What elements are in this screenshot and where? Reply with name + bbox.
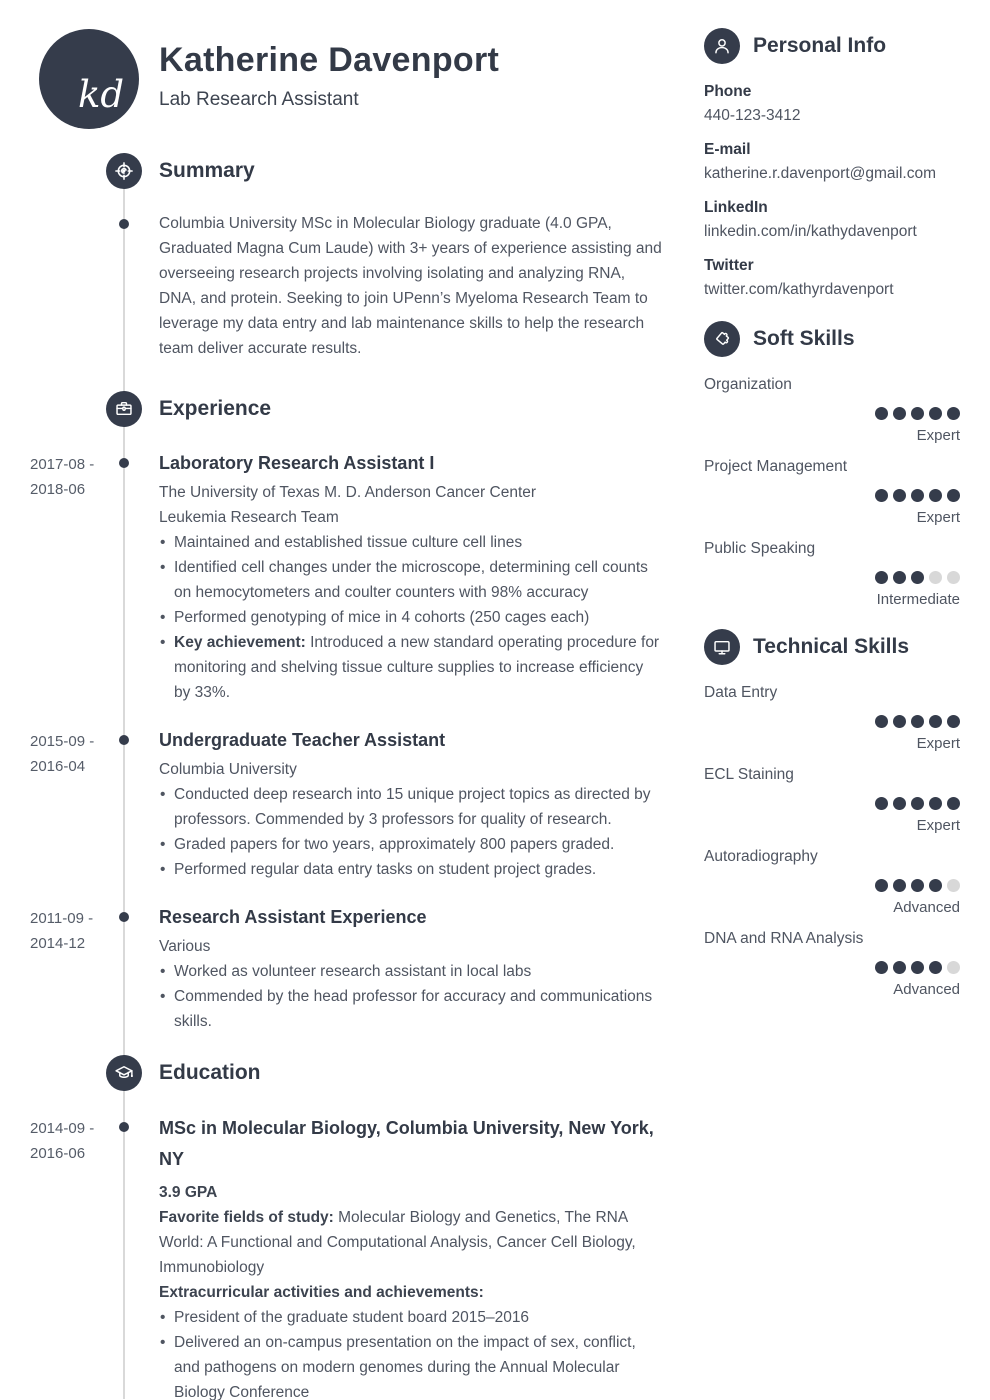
rating-dot-filled <box>875 961 888 974</box>
header-text <box>159 29 499 129</box>
job-team: Leukemia Research Team <box>159 509 339 526</box>
rating-dot-filled <box>893 407 906 420</box>
job-bullet: • Performed regular data entry tasks on student project grades. <box>159 857 663 882</box>
job-bullet-key-achievement: • Key achievement: Introduced a new standard operating procedure for monitoring and shelving tissue culture supplies to increase efficiency by 33%. <box>159 630 663 705</box>
sidebar <box>704 28 960 1011</box>
target-icon <box>106 153 142 189</box>
rating-dot-empty <box>947 961 960 974</box>
timeline-dot <box>119 458 129 468</box>
job-body <box>159 903 663 1034</box>
skill-level-label: Advanced <box>893 899 960 916</box>
job-bullets <box>159 530 663 705</box>
technical-skills-section <box>704 629 960 999</box>
rating-dot-filled <box>875 797 888 810</box>
job-bullet: • Conducted deep research into 15 unique project topics as directed by professors. Commended by 3 professors for quality of research. <box>159 782 663 832</box>
skill-rating-dots <box>704 489 960 502</box>
avatar <box>39 29 139 129</box>
education-header <box>106 1055 682 1091</box>
skill-item: Autoradiography Advanced <box>704 848 960 916</box>
job-entry <box>0 903 682 1034</box>
education-bullet: • President of the graduate student board 2015–2016 <box>159 1305 663 1330</box>
summary-section <box>0 153 682 361</box>
experience-header <box>106 391 682 427</box>
job-bullet: • Graded papers for two years, approximately 800 papers graded. <box>159 832 663 857</box>
education-title: Education <box>159 1061 261 1084</box>
soft-skills-header <box>704 321 960 357</box>
rating-dot-filled <box>893 715 906 728</box>
rating-dot-filled <box>947 797 960 810</box>
job-title: Undergraduate Teacher Assistant <box>159 730 446 750</box>
gpa-line: 3.9 GPA <box>159 1184 218 1201</box>
job-entry <box>0 726 682 882</box>
contact-item-phone: Phone 440-123-3412 <box>704 83 801 124</box>
rating-dot-filled <box>929 961 942 974</box>
rating-dot-filled <box>875 879 888 892</box>
skill-item: ECL Staining Expert <box>704 766 960 834</box>
timeline-dot <box>119 219 129 229</box>
job-dates: 2011-09 - 2014-12 <box>30 910 94 952</box>
education-body <box>159 1113 663 1400</box>
skill-rating-dots <box>704 879 960 892</box>
timeline <box>0 153 682 1400</box>
rating-dot-filled <box>947 715 960 728</box>
monitor-icon <box>704 629 740 665</box>
job-bullet: • Worked as volunteer research assistant in local labs <box>159 959 663 984</box>
education-entry <box>0 1113 682 1400</box>
rating-dot-filled <box>947 407 960 420</box>
extracurricular-heading: Extracurricular activities and achievements: <box>159 1284 484 1301</box>
job-title: Research Assistant Experience <box>159 907 427 927</box>
summary-header <box>106 153 682 189</box>
rating-dot-filled <box>911 797 924 810</box>
summary-text: Columbia University MSc in Molecular Biology graduate (4.0 GPA, Graduated Magna Cum Laude) with 3+ years of experience assisting and overseeing research projects involving isolating and analyzing RNA, DNA, and protein. Seeking to join UPenn’s Myeloma Research Team to leverage my data entry and lab maintenance skills to help the research team deliver accurate results. <box>159 215 662 357</box>
rating-dot-empty <box>929 571 942 584</box>
rating-dot-filled <box>893 489 906 502</box>
skill-item: Public Speaking Intermediate <box>704 540 960 608</box>
rating-dot-filled <box>947 489 960 502</box>
rating-dot-filled <box>911 489 924 502</box>
summary-entry <box>0 211 682 361</box>
skill-level-label: Expert <box>916 817 960 834</box>
skill-item: Project Management Expert <box>704 458 960 526</box>
rating-dot-filled <box>875 489 888 502</box>
job-bullet: • Maintained and established tissue culture cell lines <box>159 530 663 555</box>
rating-dot-empty <box>947 571 960 584</box>
skill-item: Data Entry Expert <box>704 684 960 752</box>
soft-skills-section <box>704 321 960 609</box>
rating-dot-filled <box>875 715 888 728</box>
rating-dot-filled <box>911 571 924 584</box>
degree-title: MSc in Molecular Biology, Columbia University, New York, NY <box>159 1118 654 1169</box>
graduation-cap-icon <box>106 1055 142 1091</box>
rating-dot-filled <box>929 715 942 728</box>
rating-dot-filled <box>929 797 942 810</box>
rating-dot-filled <box>929 407 942 420</box>
job-entry <box>0 449 682 705</box>
resume-header <box>0 0 682 129</box>
rating-dot-filled <box>929 489 942 502</box>
skill-rating-dots <box>704 797 960 810</box>
summary-title: Summary <box>159 159 255 182</box>
rating-dot-empty <box>947 879 960 892</box>
job-dates: 2015-09 - 2016-04 <box>30 733 95 775</box>
skill-item: Organization Expert <box>704 376 960 444</box>
personal-info-header <box>704 28 960 64</box>
rating-dot-filled <box>893 571 906 584</box>
job-bullet: • Performed genotyping of mice in 4 cohorts (250 cages each) <box>159 605 663 630</box>
job-body <box>159 726 663 882</box>
briefcase-icon <box>106 391 142 427</box>
education-bullets <box>159 1305 663 1400</box>
soft-skills-title: Soft Skills <box>753 327 855 350</box>
skill-rating-dots <box>704 571 960 584</box>
rating-dot-filled <box>893 961 906 974</box>
experience-section <box>0 391 682 1034</box>
personal-info-title: Personal Info <box>753 34 887 57</box>
education-section <box>0 1055 682 1400</box>
skill-rating-dots <box>704 715 960 728</box>
rating-dot-filled <box>875 407 888 420</box>
rating-dot-filled <box>911 715 924 728</box>
person-icon <box>704 28 740 64</box>
contact-item-email: E-mail katherine.r.davenport@gmail.com <box>704 141 936 182</box>
job-company: Columbia University <box>159 761 297 778</box>
skill-rating-dots <box>704 961 960 974</box>
person-name: Katherine Davenport <box>159 41 500 79</box>
skill-rating-dots <box>704 407 960 420</box>
rating-dot-filled <box>911 407 924 420</box>
job-company: The University of Texas M. D. Anderson Cancer Center <box>159 484 537 501</box>
job-company: Various <box>159 938 211 955</box>
skill-item: DNA and RNA Analysis Advanced <box>704 930 960 998</box>
education-dates: 2014-09 - 2016-06 <box>30 1120 95 1162</box>
contact-item-linkedin: LinkedIn linkedin.com/in/kathydavenport <box>704 199 917 240</box>
rating-dot-filled <box>893 879 906 892</box>
rating-dot-filled <box>911 879 924 892</box>
job-bullet: • Identified cell changes under the microscope, determining cell counts on hemocytometers and coulter counters with 98% accuracy <box>159 555 663 605</box>
timeline-dot <box>119 1122 129 1132</box>
puzzle-icon <box>704 321 740 357</box>
timeline-dot <box>119 735 129 745</box>
job-bullets <box>159 959 663 1034</box>
rating-dot-filled <box>911 961 924 974</box>
technical-skills-title: Technical Skills <box>753 635 910 658</box>
avatar-initials: kd <box>77 72 125 116</box>
rating-dot-filled <box>929 879 942 892</box>
education-bullet: • Delivered an on-campus presentation on the impact of sex, conflict, and pathogens on modern genomes during the Annual Molecular Biology Conference <box>159 1330 663 1400</box>
skill-level-label: Expert <box>916 735 960 752</box>
fields-of-study-line: Favorite fields of study: Molecular Biology and Genetics, The RNA World: A Functional and Computational Analysis, Cancer Cell Biology, Immunobiology <box>159 1209 636 1276</box>
skill-level-label: Expert <box>916 509 960 526</box>
experience-title: Experience <box>159 397 272 420</box>
timeline-dot <box>119 912 129 922</box>
job-bullets <box>159 782 663 882</box>
job-dates: 2017-08 - 2018-06 <box>30 456 95 498</box>
person-job-title: Lab Research Assistant <box>159 89 359 110</box>
job-body <box>159 449 663 705</box>
skill-level-label: Advanced <box>893 981 960 998</box>
technical-skills-header <box>704 629 960 665</box>
contact-item-twitter: Twitter twitter.com/kathyrdavenport <box>704 257 894 298</box>
job-title: Laboratory Research Assistant I <box>159 453 435 473</box>
personal-info-section <box>704 28 960 301</box>
skill-level-label: Expert <box>916 427 960 444</box>
rating-dot-filled <box>893 797 906 810</box>
job-bullet: • Commended by the head professor for accuracy and communications skills. <box>159 984 663 1034</box>
rating-dot-filled <box>875 571 888 584</box>
skill-level-label: Intermediate <box>876 591 960 608</box>
